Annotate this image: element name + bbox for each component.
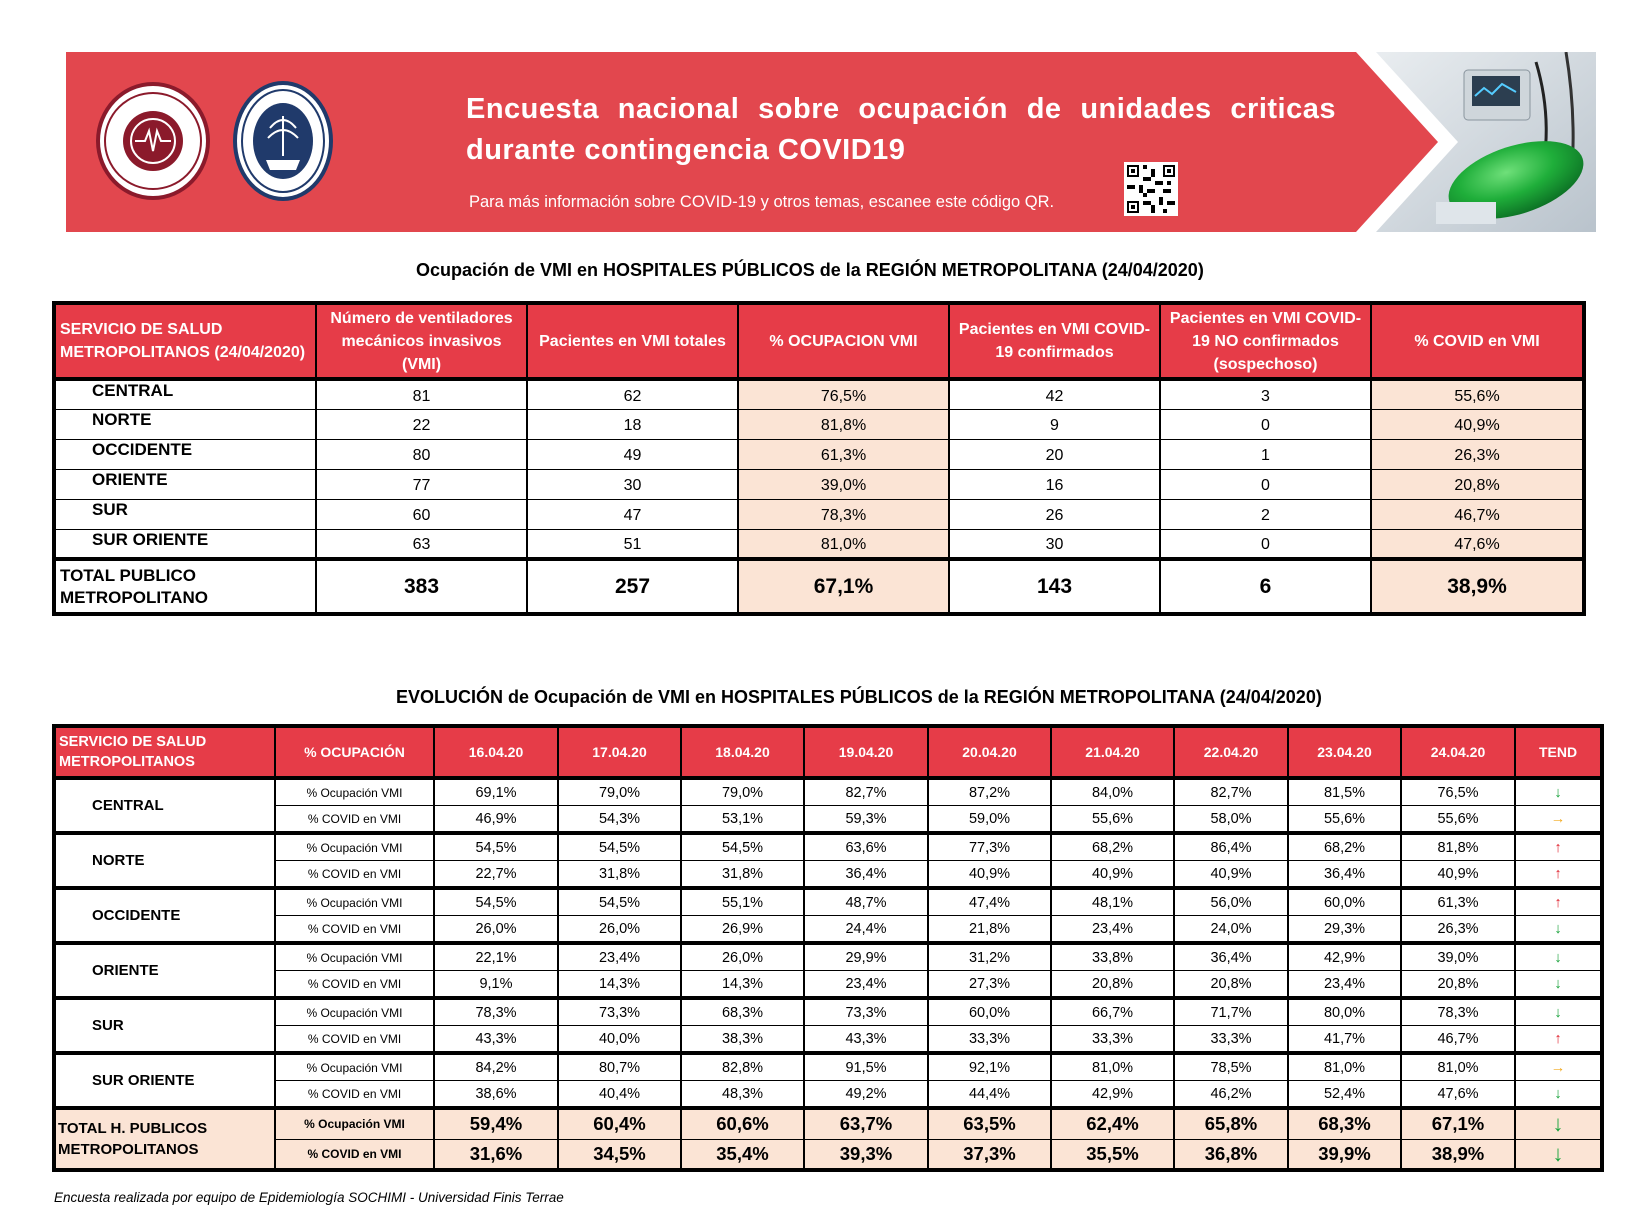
metric-label: % Ocupación VMI bbox=[275, 998, 434, 1026]
cell-sospechosos: 0 bbox=[1160, 409, 1371, 439]
cell-sospechosos: 3 bbox=[1160, 379, 1371, 409]
cell-covid: 47,6% bbox=[1371, 529, 1584, 559]
trend-up-arrow-icon: ↑ bbox=[1515, 888, 1602, 916]
cell-vmi: 383 bbox=[316, 559, 527, 614]
footnote: Encuesta realizada por equipo de Epidemiología SOCHIMI - Universidad Finis Terrae bbox=[54, 1190, 564, 1205]
trend-down-arrow-icon: ↓ bbox=[1515, 1139, 1602, 1170]
cell-value: 39,9% bbox=[1288, 1139, 1401, 1170]
cell-value: 49,2% bbox=[804, 1081, 928, 1109]
cell-sospechosos: 2 bbox=[1160, 499, 1371, 529]
cell-value: 63,7% bbox=[804, 1108, 928, 1139]
cell-value: 59,4% bbox=[434, 1108, 558, 1139]
table-row bbox=[54, 943, 1602, 971]
cell-value: 21,8% bbox=[928, 916, 1051, 944]
cell-value: 68,2% bbox=[1288, 833, 1401, 861]
service-name: SUR bbox=[54, 499, 316, 529]
service-name: OCCIDENTE bbox=[54, 888, 275, 943]
cell-value: 42,9% bbox=[1288, 943, 1401, 971]
cell-value: 38,6% bbox=[434, 1081, 558, 1109]
cell-value: 82,7% bbox=[804, 778, 928, 806]
cell-value: 55,6% bbox=[1051, 806, 1174, 834]
cell-ocupacion: 67,1% bbox=[738, 559, 949, 614]
cell-value: 54,5% bbox=[434, 888, 558, 916]
cell-value: 77,3% bbox=[928, 833, 1051, 861]
metric-label: % COVID en VMI bbox=[275, 1081, 434, 1109]
cell-confirmados: 9 bbox=[949, 409, 1160, 439]
total-row bbox=[54, 1139, 1602, 1170]
cell-value: 40,0% bbox=[558, 1026, 681, 1054]
cell-covid: 40,9% bbox=[1371, 409, 1584, 439]
cell-sospechosos: 0 bbox=[1160, 469, 1371, 499]
table2-header-row bbox=[54, 726, 1602, 778]
cell-value: 48,1% bbox=[1051, 888, 1174, 916]
service-name: NORTE bbox=[54, 409, 316, 439]
cell-value: 81,8% bbox=[1401, 833, 1515, 861]
cell-value: 26,0% bbox=[434, 916, 558, 944]
cell-value: 60,6% bbox=[681, 1108, 804, 1139]
trend-down-arrow-icon: ↓ bbox=[1515, 916, 1602, 944]
cell-value: 55,6% bbox=[1401, 806, 1515, 834]
cell-value: 80,0% bbox=[1288, 998, 1401, 1026]
cell-ocupacion: 81,0% bbox=[738, 529, 949, 559]
cell-value: 63,6% bbox=[804, 833, 928, 861]
cell-value: 33,8% bbox=[1051, 943, 1174, 971]
date-header: 18.04.20 bbox=[681, 726, 804, 778]
cell-value: 31,6% bbox=[434, 1139, 558, 1170]
cell-value: 59,0% bbox=[928, 806, 1051, 834]
trend-right-arrow-icon: → bbox=[1515, 806, 1602, 834]
date-header: 23.04.20 bbox=[1288, 726, 1401, 778]
cell-ocupacion: 78,3% bbox=[738, 499, 949, 529]
cell-covid: 46,7% bbox=[1371, 499, 1584, 529]
cell-value: 26,3% bbox=[1401, 916, 1515, 944]
cell-value: 35,5% bbox=[1051, 1139, 1174, 1170]
cell-sospechosos: 0 bbox=[1160, 529, 1371, 559]
cell-value: 26,9% bbox=[681, 916, 804, 944]
cell-value: 33,3% bbox=[1174, 1026, 1288, 1054]
icu-ventilator-photo bbox=[1376, 52, 1596, 232]
table-row bbox=[54, 1053, 1602, 1081]
cell-value: 48,3% bbox=[681, 1081, 804, 1109]
cell-value: 23,4% bbox=[1288, 971, 1401, 999]
cell-value: 47,4% bbox=[928, 888, 1051, 916]
cell-value: 62,4% bbox=[1051, 1108, 1174, 1139]
table-row bbox=[54, 469, 1584, 499]
date-header: 22.04.20 bbox=[1174, 726, 1288, 778]
trend-down-arrow-icon: ↓ bbox=[1515, 998, 1602, 1026]
cell-value: 60,0% bbox=[928, 998, 1051, 1026]
cell-value: 23,4% bbox=[804, 971, 928, 999]
table-row bbox=[54, 529, 1584, 559]
cell-value: 53,1% bbox=[681, 806, 804, 834]
table1-title: Ocupación de VMI en HOSPITALES PÚBLICOS de la REGIÓN METROPOLITANA (24/04/2020) bbox=[416, 260, 1204, 280]
cell-value: 65,8% bbox=[1174, 1108, 1288, 1139]
cell-value: 43,3% bbox=[804, 1026, 928, 1054]
cell-ocupacion: 61,3% bbox=[738, 439, 949, 469]
evolution-table bbox=[52, 724, 1604, 1172]
table-row bbox=[54, 439, 1584, 469]
cell-value: 39,3% bbox=[804, 1139, 928, 1170]
cell-value: 41,7% bbox=[1288, 1026, 1401, 1054]
date-header: 16.04.20 bbox=[434, 726, 558, 778]
cell-value: 81,0% bbox=[1401, 1053, 1515, 1081]
cell-value: 91,5% bbox=[804, 1053, 928, 1081]
trend-down-arrow-icon: ↓ bbox=[1515, 971, 1602, 999]
cell-confirmados: 26 bbox=[949, 499, 1160, 529]
cell-value: 59,3% bbox=[804, 806, 928, 834]
service-name: OCCIDENTE bbox=[54, 439, 316, 469]
cell-value: 69,1% bbox=[434, 778, 558, 806]
metric-label: % Ocupación VMI bbox=[275, 943, 434, 971]
column-header: Pacientes en VMI COVID-19 NO confirmados (sospechoso) bbox=[1160, 303, 1371, 379]
cell-value: 79,0% bbox=[681, 778, 804, 806]
service-name: NORTE bbox=[54, 833, 275, 888]
cell-value: 42,9% bbox=[1051, 1081, 1174, 1109]
cell-value: 54,5% bbox=[681, 833, 804, 861]
cell-pacientes: 257 bbox=[527, 559, 738, 614]
cell-value: 79,0% bbox=[558, 778, 681, 806]
total-row bbox=[54, 559, 1584, 614]
cell-covid: 55,6% bbox=[1371, 379, 1584, 409]
trend-down-arrow-icon: ↓ bbox=[1515, 778, 1602, 806]
cell-value: 58,0% bbox=[1174, 806, 1288, 834]
cell-value: 54,5% bbox=[434, 833, 558, 861]
cell-value: 35,4% bbox=[681, 1139, 804, 1170]
cell-value: 22,7% bbox=[434, 861, 558, 889]
cell-value: 26,0% bbox=[681, 943, 804, 971]
cell-value: 82,7% bbox=[1174, 778, 1288, 806]
cell-value: 63,5% bbox=[928, 1108, 1051, 1139]
cell-value: 68,3% bbox=[1288, 1108, 1401, 1139]
cell-value: 29,3% bbox=[1288, 916, 1401, 944]
cell-value: 73,3% bbox=[558, 998, 681, 1026]
column-header: % OCUPACION VMI bbox=[738, 303, 949, 379]
cell-covid: 38,9% bbox=[1371, 559, 1584, 614]
metric-label: % COVID en VMI bbox=[275, 916, 434, 944]
service-name: CENTRAL bbox=[54, 379, 316, 409]
date-header: 17.04.20 bbox=[558, 726, 681, 778]
metric-label: % Ocupación VMI bbox=[275, 833, 434, 861]
cell-value: 71,7% bbox=[1174, 998, 1288, 1026]
table-row bbox=[54, 1026, 1602, 1054]
column-header: TEND bbox=[1515, 726, 1602, 778]
column-header: Pacientes en VMI totales bbox=[527, 303, 738, 379]
date-header: 20.04.20 bbox=[928, 726, 1051, 778]
cell-value: 34,5% bbox=[558, 1139, 681, 1170]
cell-value: 82,8% bbox=[681, 1053, 804, 1081]
cell-value: 9,1% bbox=[434, 971, 558, 999]
cell-value: 60,0% bbox=[1288, 888, 1401, 916]
cell-value: 33,3% bbox=[1051, 1026, 1174, 1054]
cell-value: 92,1% bbox=[928, 1053, 1051, 1081]
cell-value: 67,1% bbox=[1401, 1108, 1515, 1139]
column-header: % COVID en VMI bbox=[1371, 303, 1584, 379]
cell-pacientes: 49 bbox=[527, 439, 738, 469]
service-name: TOTAL PUBLICO METROPOLITANO bbox=[54, 559, 316, 614]
cell-value: 80,7% bbox=[558, 1053, 681, 1081]
cell-vmi: 63 bbox=[316, 529, 527, 559]
cell-value: 40,9% bbox=[1174, 861, 1288, 889]
cell-value: 81,0% bbox=[1051, 1053, 1174, 1081]
total-row bbox=[54, 1108, 1602, 1139]
service-name: SUR ORIENTE bbox=[54, 1053, 275, 1108]
cell-pacientes: 18 bbox=[527, 409, 738, 439]
cell-vmi: 81 bbox=[316, 379, 527, 409]
cell-value: 24,4% bbox=[804, 916, 928, 944]
cell-value: 46,7% bbox=[1401, 1026, 1515, 1054]
cell-pacientes: 30 bbox=[527, 469, 738, 499]
metric-label: % Ocupación VMI bbox=[275, 1053, 434, 1081]
cell-value: 26,0% bbox=[558, 916, 681, 944]
table-row bbox=[54, 998, 1602, 1026]
table-row bbox=[54, 806, 1602, 834]
table-row bbox=[54, 1081, 1602, 1109]
trend-up-arrow-icon: ↑ bbox=[1515, 861, 1602, 889]
cell-value: 81,0% bbox=[1288, 1053, 1401, 1081]
column-header: SERVICIO DE SALUD METROPOLITANOS bbox=[54, 726, 275, 778]
cell-value: 78,5% bbox=[1174, 1053, 1288, 1081]
cell-value: 29,9% bbox=[804, 943, 928, 971]
cell-value: 14,3% bbox=[681, 971, 804, 999]
table-row bbox=[54, 888, 1602, 916]
cell-ocupacion: 39,0% bbox=[738, 469, 949, 499]
cell-value: 39,0% bbox=[1401, 943, 1515, 971]
cell-confirmados: 30 bbox=[949, 529, 1160, 559]
cell-value: 54,3% bbox=[558, 806, 681, 834]
cell-value: 27,3% bbox=[928, 971, 1051, 999]
cell-pacientes: 62 bbox=[527, 379, 738, 409]
cell-value: 40,9% bbox=[1401, 861, 1515, 889]
trend-up-arrow-icon: ↑ bbox=[1515, 1026, 1602, 1054]
column-header: Pacientes en VMI COVID-19 confirmados bbox=[949, 303, 1160, 379]
cell-value: 40,9% bbox=[928, 861, 1051, 889]
cell-value: 52,4% bbox=[1288, 1081, 1401, 1109]
cell-value: 22,1% bbox=[434, 943, 558, 971]
cell-vmi: 77 bbox=[316, 469, 527, 499]
banner-subtitle: Para más información sobre COVID-19 y otros temas, escanee este código QR. bbox=[469, 193, 1055, 211]
header-banner bbox=[66, 52, 1596, 232]
date-header: 24.04.20 bbox=[1401, 726, 1515, 778]
cell-value: 20,8% bbox=[1051, 971, 1174, 999]
cell-value: 61,3% bbox=[1401, 888, 1515, 916]
column-header: SERVICIO DE SALUD METROPOLITANOS (24/04/2020) bbox=[54, 303, 316, 379]
cell-value: 66,7% bbox=[1051, 998, 1174, 1026]
cell-value: 37,3% bbox=[928, 1139, 1051, 1170]
qr-code-icon bbox=[1124, 162, 1178, 216]
cell-confirmados: 143 bbox=[949, 559, 1160, 614]
cell-value: 47,6% bbox=[1401, 1081, 1515, 1109]
metric-label: % Ocupación VMI bbox=[275, 888, 434, 916]
column-header: Número de ventiladores mecánicos invasivos (VMI) bbox=[316, 303, 527, 379]
sochimi-seal-icon bbox=[96, 82, 210, 200]
cell-value: 87,2% bbox=[928, 778, 1051, 806]
cell-value: 48,7% bbox=[804, 888, 928, 916]
cell-confirmados: 42 bbox=[949, 379, 1160, 409]
trend-up-arrow-icon: ↑ bbox=[1515, 833, 1602, 861]
cell-covid: 26,3% bbox=[1371, 439, 1584, 469]
cell-value: 46,9% bbox=[434, 806, 558, 834]
banner-title: Encuesta nacional sobre ocupación de unidades criticas durante contingencia COVID19 bbox=[466, 93, 1336, 166]
service-name: ORIENTE bbox=[54, 469, 316, 499]
cell-value: 78,3% bbox=[434, 998, 558, 1026]
table-row bbox=[54, 861, 1602, 889]
metric-label: % COVID en VMI bbox=[275, 1139, 434, 1170]
cell-value: 44,4% bbox=[928, 1081, 1051, 1109]
table-row bbox=[54, 833, 1602, 861]
cell-sospechosos: 6 bbox=[1160, 559, 1371, 614]
metric-label: % COVID en VMI bbox=[275, 971, 434, 999]
cell-value: 84,0% bbox=[1051, 778, 1174, 806]
cell-value: 68,2% bbox=[1051, 833, 1174, 861]
metric-label: % COVID en VMI bbox=[275, 806, 434, 834]
service-name: SUR bbox=[54, 998, 275, 1053]
cell-value: 24,0% bbox=[1174, 916, 1288, 944]
cell-value: 38,9% bbox=[1401, 1139, 1515, 1170]
cell-value: 76,5% bbox=[1401, 778, 1515, 806]
cell-value: 38,3% bbox=[681, 1026, 804, 1054]
cell-value: 20,8% bbox=[1401, 971, 1515, 999]
cell-value: 36,4% bbox=[1174, 943, 1288, 971]
universidad-finis-terrae-seal-icon bbox=[233, 81, 333, 201]
cell-value: 56,0% bbox=[1174, 888, 1288, 916]
cell-ocupacion: 76,5% bbox=[738, 379, 949, 409]
cell-value: 78,3% bbox=[1401, 998, 1515, 1026]
cell-value: 54,5% bbox=[558, 833, 681, 861]
service-name: SUR ORIENTE bbox=[54, 529, 316, 559]
cell-value: 55,6% bbox=[1288, 806, 1401, 834]
service-name: CENTRAL bbox=[54, 778, 275, 833]
date-header: 21.04.20 bbox=[1051, 726, 1174, 778]
cell-value: 31,8% bbox=[681, 861, 804, 889]
metric-label: % COVID en VMI bbox=[275, 861, 434, 889]
metric-label: % COVID en VMI bbox=[275, 1026, 434, 1054]
cell-value: 81,5% bbox=[1288, 778, 1401, 806]
cell-vmi: 80 bbox=[316, 439, 527, 469]
service-name: TOTAL H. PUBLICOS METROPOLITANOS bbox=[54, 1108, 275, 1170]
cell-covid: 20,8% bbox=[1371, 469, 1584, 499]
table-row bbox=[54, 379, 1584, 409]
table-row bbox=[54, 971, 1602, 999]
cell-value: 40,9% bbox=[1051, 861, 1174, 889]
cell-value: 86,4% bbox=[1174, 833, 1288, 861]
cell-value: 33,3% bbox=[928, 1026, 1051, 1054]
trend-down-arrow-icon: ↓ bbox=[1515, 943, 1602, 971]
cell-pacientes: 51 bbox=[527, 529, 738, 559]
table-row bbox=[54, 409, 1584, 439]
cell-value: 43,3% bbox=[434, 1026, 558, 1054]
cell-value: 46,2% bbox=[1174, 1081, 1288, 1109]
cell-value: 36,4% bbox=[804, 861, 928, 889]
cell-value: 84,2% bbox=[434, 1053, 558, 1081]
cell-pacientes: 47 bbox=[527, 499, 738, 529]
cell-value: 14,3% bbox=[558, 971, 681, 999]
cell-value: 31,2% bbox=[928, 943, 1051, 971]
cell-confirmados: 16 bbox=[949, 469, 1160, 499]
cell-value: 23,4% bbox=[558, 943, 681, 971]
cell-vmi: 60 bbox=[316, 499, 527, 529]
cell-value: 36,8% bbox=[1174, 1139, 1288, 1170]
table1-header-row bbox=[54, 303, 1584, 379]
cell-value: 31,8% bbox=[558, 861, 681, 889]
cell-value: 73,3% bbox=[804, 998, 928, 1026]
table2-title: EVOLUCIÓN de Ocupación de VMI en HOSPITALES PÚBLICOS de la REGIÓN METROPOLITANA (24/04/2020) bbox=[396, 687, 1322, 707]
cell-value: 68,3% bbox=[681, 998, 804, 1026]
metric-label: % Ocupación VMI bbox=[275, 778, 434, 806]
cell-confirmados: 20 bbox=[949, 439, 1160, 469]
cell-value: 55,1% bbox=[681, 888, 804, 916]
table-row bbox=[54, 499, 1584, 529]
date-header: 19.04.20 bbox=[804, 726, 928, 778]
cell-value: 23,4% bbox=[1051, 916, 1174, 944]
trend-down-arrow-icon: ↓ bbox=[1515, 1108, 1602, 1139]
cell-ocupacion: 81,8% bbox=[738, 409, 949, 439]
cell-value: 20,8% bbox=[1174, 971, 1288, 999]
service-name: ORIENTE bbox=[54, 943, 275, 998]
cell-value: 36,4% bbox=[1288, 861, 1401, 889]
cell-value: 40,4% bbox=[558, 1081, 681, 1109]
table-row bbox=[54, 778, 1602, 806]
trend-down-arrow-icon: ↓ bbox=[1515, 1081, 1602, 1109]
occupancy-table bbox=[52, 301, 1586, 616]
table-row bbox=[54, 916, 1602, 944]
trend-right-arrow-icon: → bbox=[1515, 1053, 1602, 1081]
cell-vmi: 22 bbox=[316, 409, 527, 439]
cell-value: 60,4% bbox=[558, 1108, 681, 1139]
cell-sospechosos: 1 bbox=[1160, 439, 1371, 469]
metric-label: % Ocupación VMI bbox=[275, 1108, 434, 1139]
column-header: % OCUPACIÓN bbox=[275, 726, 434, 778]
cell-value: 54,5% bbox=[558, 888, 681, 916]
